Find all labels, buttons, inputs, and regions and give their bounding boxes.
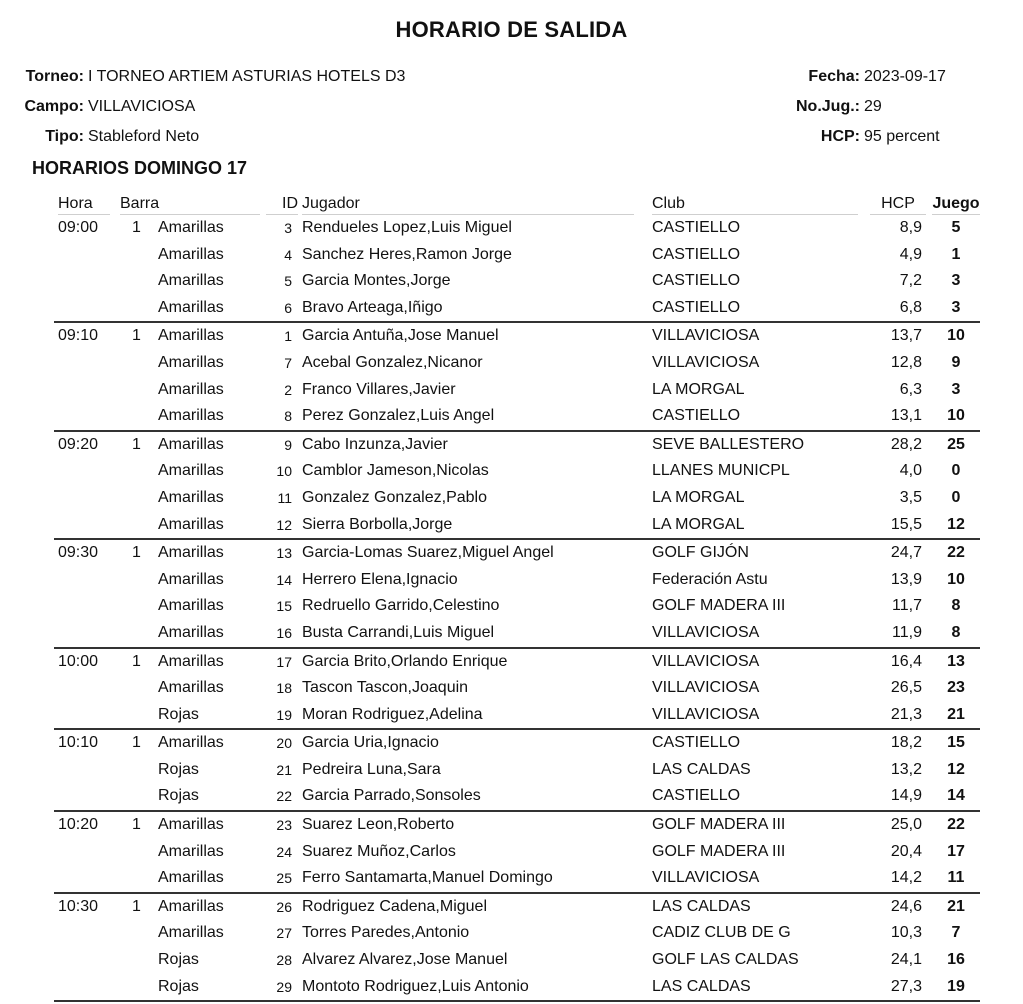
- tee-bar: [116, 403, 158, 431]
- playing-handicap: 17: [947, 842, 965, 860]
- tee-bar: [116, 783, 158, 811]
- playing-handicap: 0: [951, 462, 961, 480]
- player-name: Tascon Tascon,Joaquin: [302, 679, 469, 697]
- table-body: [54, 215, 980, 1001]
- meta-label: Tipo:: [45, 128, 84, 145]
- tee-color: Amarillas: [158, 272, 224, 290]
- tee-bar: 1: [132, 652, 141, 670]
- club-name: LLANES MUNICPL: [652, 462, 790, 480]
- handicap: 13,7: [890, 327, 922, 345]
- club-name: CASTIELLO: [652, 295, 870, 323]
- table-row: [54, 593, 980, 620]
- player-id: 3: [284, 220, 292, 236]
- club-name: GOLF MADERA III: [652, 842, 786, 860]
- player-id: 23: [276, 817, 292, 834]
- tee-time: [54, 757, 116, 784]
- handicap: 13,9: [890, 570, 922, 588]
- handicap: 13,1: [870, 403, 932, 431]
- club-name: VILLAVICIOSA: [652, 702, 870, 730]
- player-name: Sanchez Heres,Ramon Jorge: [302, 245, 512, 263]
- club-name: VILLAVICIOSA: [652, 679, 760, 697]
- club-name: VILLAVICIOSA: [652, 353, 760, 371]
- player-id: 28: [276, 952, 292, 969]
- table-row: [54, 322, 980, 350]
- meta-value: 95 percent: [864, 128, 940, 145]
- tee-time: [54, 403, 116, 431]
- player-name: Busta Carrandi,Luis Miguel: [302, 620, 652, 648]
- playing-handicap: 5: [951, 219, 961, 236]
- player-name: Garcia Brito,Orlando Enrique: [302, 652, 508, 670]
- meta-tipo: [0, 126, 520, 156]
- player-name: Alvarez Alvarez,Jose Manuel: [302, 951, 508, 969]
- tee-bar: [116, 920, 158, 947]
- tee-time: [54, 377, 116, 404]
- handicap: 18,2: [890, 734, 922, 752]
- tee-color: Amarillas: [158, 734, 224, 752]
- tee-time: 09:10: [58, 327, 99, 345]
- table-row: [54, 539, 980, 567]
- table-row: [54, 567, 980, 594]
- playing-handicap: 10: [932, 403, 980, 431]
- handicap: 7,2: [899, 272, 922, 290]
- tee-bar: 1: [132, 897, 141, 915]
- player-id: 19: [266, 702, 302, 730]
- player-name: Rendueles Lopez,Luis Miguel: [302, 219, 512, 236]
- handicap: 21,3: [870, 702, 932, 730]
- table-row: [54, 675, 980, 702]
- handicap: 4,9: [899, 245, 922, 263]
- meta-value: 2023-09-17: [864, 68, 946, 85]
- player-id: 2: [284, 381, 292, 398]
- tee-color: Rojas: [158, 951, 199, 969]
- handicap: 3,5: [899, 488, 922, 506]
- player-id: 27: [276, 925, 292, 942]
- meta-value: Stableford Neto: [88, 128, 200, 145]
- playing-handicap: 25: [947, 435, 965, 453]
- playing-handicap: 10: [947, 327, 965, 345]
- tee-time: [54, 839, 116, 866]
- table-row: [54, 947, 980, 974]
- tee-bar: [116, 458, 158, 485]
- club-name: LAS CALDAS: [652, 897, 751, 915]
- table-row: [54, 268, 980, 295]
- table-row: [54, 702, 980, 730]
- table-row: [54, 295, 980, 323]
- player-name: Herrero Elena,Ignacio: [302, 570, 458, 588]
- tee-color: Amarillas: [158, 435, 224, 453]
- handicap: 16,4: [890, 652, 922, 670]
- tee-bar: [116, 567, 158, 594]
- table-row: [54, 403, 980, 431]
- tee-time: 10:00: [58, 652, 99, 670]
- tee-time: [54, 920, 116, 947]
- table-row: [54, 811, 980, 839]
- tee-bar: [116, 268, 158, 295]
- handicap: 20,4: [890, 842, 922, 860]
- tee-color: Rojas: [158, 783, 266, 811]
- player-id: 6: [266, 295, 302, 323]
- tee-color: Amarillas: [158, 380, 224, 398]
- club-name: CASTIELLO: [652, 403, 870, 431]
- playing-handicap: 11: [932, 865, 980, 893]
- page-title: HORARIO DE SALIDA: [395, 17, 628, 42]
- club-name: CASTIELLO: [652, 245, 741, 263]
- tee-time: [54, 458, 116, 485]
- tee-bar: [116, 974, 158, 1002]
- club-name: LA MORGAL: [652, 380, 745, 398]
- playing-handicap: 10: [947, 570, 965, 588]
- tee-color: Amarillas: [158, 403, 266, 431]
- handicap: 6,8: [870, 295, 932, 323]
- table-row: [54, 512, 980, 540]
- handicap: 24,6: [890, 897, 922, 915]
- tee-color: Amarillas: [158, 544, 224, 562]
- meta-label: HCP:: [820, 128, 860, 145]
- tee-bar: [116, 485, 158, 512]
- tee-bar: [116, 865, 158, 893]
- tee-time: [54, 593, 116, 620]
- tee-bar: [116, 839, 158, 866]
- tee-color: Amarillas: [158, 679, 224, 697]
- player-name: Garcia Antuña,Jose Manuel: [302, 327, 499, 345]
- player-id: 8: [266, 403, 302, 431]
- tee-color: Amarillas: [158, 570, 224, 588]
- table-row: [54, 215, 980, 242]
- tee-bar: [116, 620, 158, 648]
- tee-color: Amarillas: [158, 597, 224, 615]
- tee-bar: 1: [132, 544, 141, 562]
- meta-torneo: [0, 66, 520, 96]
- club-name: GOLF MADERA III: [652, 816, 786, 834]
- table-row: [54, 783, 980, 811]
- tee-time: 10:10: [58, 734, 99, 752]
- tee-bar: 1: [132, 435, 141, 453]
- playing-handicap: 3: [951, 380, 961, 398]
- meta-label: Fecha:: [808, 68, 860, 85]
- player-name: Camblor Jameson,Nicolas: [302, 462, 489, 480]
- col-hcp: HCP: [870, 193, 932, 215]
- playing-handicap: 21: [947, 897, 965, 915]
- tee-color: Amarillas: [158, 924, 224, 942]
- player-name: Acebal Gonzalez,Nicanor: [302, 353, 483, 371]
- handicap: 14,2: [870, 865, 932, 893]
- playing-handicap: 14: [932, 783, 980, 811]
- player-name: Torres Paredes,Antonio: [302, 924, 470, 942]
- club-name: LAS CALDAS: [652, 974, 870, 1002]
- player-name: Redruello Garrido,Celestino: [302, 597, 500, 615]
- player-id: 21: [276, 761, 292, 778]
- club-name: VILLAVICIOSA: [652, 652, 760, 670]
- player-id: 14: [276, 571, 292, 588]
- tee-time: 10:30: [58, 897, 99, 915]
- playing-handicap: 13: [947, 652, 965, 670]
- playing-handicap: 3: [951, 272, 961, 290]
- club-name: CASTIELLO: [652, 219, 741, 236]
- club-name: GOLF GIJÓN: [652, 544, 749, 562]
- tee-time: [54, 350, 116, 377]
- club-name: LA MORGAL: [652, 488, 745, 506]
- tee-time: [54, 783, 116, 811]
- tee-bar: 1: [132, 816, 141, 834]
- tee-color: Amarillas: [158, 512, 266, 540]
- playing-handicap: 23: [947, 679, 965, 697]
- meta-label: Torneo:: [25, 68, 84, 85]
- col-id: ID: [266, 193, 302, 215]
- tournament-info: [0, 66, 520, 156]
- table-row: [54, 350, 980, 377]
- table-row: [54, 974, 980, 1002]
- player-id: 26: [276, 898, 292, 915]
- event-info: [620, 66, 960, 156]
- tee-color: Rojas: [158, 702, 266, 730]
- club-name: CASTIELLO: [652, 272, 741, 290]
- player-id: 20: [276, 735, 292, 752]
- club-name: Federación Astu: [652, 570, 768, 588]
- tee-time: 09:20: [58, 435, 99, 453]
- tee-color: Rojas: [158, 974, 266, 1002]
- player-id: 24: [276, 843, 292, 860]
- tee-time: [54, 865, 116, 893]
- tee-color: Amarillas: [158, 842, 224, 860]
- tee-time: 09:30: [58, 544, 99, 562]
- player-name: Garcia Parrado,Sonsoles: [302, 783, 652, 811]
- tee-bar: [116, 757, 158, 784]
- playing-handicap: 19: [932, 974, 980, 1002]
- table-row: [54, 431, 980, 459]
- handicap: 4,0: [899, 462, 922, 480]
- club-name: CASTIELLO: [652, 734, 741, 752]
- table-row: [54, 729, 980, 757]
- player-name: Garcia-Lomas Suarez,Miguel Angel: [302, 544, 554, 562]
- playing-handicap: 12: [947, 760, 965, 778]
- tee-color: Amarillas: [158, 327, 224, 345]
- playing-handicap: 0: [951, 488, 961, 506]
- tee-time: [54, 512, 116, 540]
- tee-bar: [116, 242, 158, 269]
- tee-time: [54, 974, 116, 1002]
- handicap: 26,5: [890, 679, 922, 697]
- tee-time: [54, 620, 116, 648]
- meta-value: I TORNEO ARTIEM ASTURIAS HOTELS D3: [88, 68, 406, 85]
- player-name: Gonzalez Gonzalez,Pablo: [302, 488, 487, 506]
- player-name: Rodriguez Cadena,Miguel: [302, 897, 487, 915]
- player-name: Franco Villares,Javier: [302, 380, 456, 398]
- meta-value: 29: [864, 98, 882, 115]
- handicap: 15,5: [870, 512, 932, 540]
- player-name: Moran Rodriguez,Adelina: [302, 702, 652, 730]
- player-id: 10: [276, 463, 292, 480]
- player-id: 1: [284, 328, 292, 345]
- handicap: 24,7: [890, 544, 922, 562]
- tee-color: Amarillas: [158, 897, 224, 915]
- tee-time: [54, 702, 116, 730]
- club-name: VILLAVICIOSA: [652, 865, 870, 893]
- table-header-row: [54, 193, 980, 215]
- tee-time: 09:00: [58, 219, 99, 236]
- table-row: [54, 839, 980, 866]
- handicap: 25,0: [890, 816, 922, 834]
- tee-bar: [116, 295, 158, 323]
- table-row: [54, 757, 980, 784]
- player-id: 13: [276, 545, 292, 562]
- player-name: Ferro Santamarta,Manuel Domingo: [302, 865, 652, 893]
- table-row: [54, 485, 980, 512]
- tee-bar: [116, 377, 158, 404]
- club-name: VILLAVICIOSA: [652, 327, 760, 345]
- tee-bar: 1: [132, 327, 141, 345]
- club-name: CASTIELLO: [652, 783, 870, 811]
- tee-time: [54, 485, 116, 512]
- meta-campo: [0, 96, 520, 126]
- player-name: Pedreira Luna,Sara: [302, 760, 441, 778]
- tee-color: Amarillas: [158, 652, 224, 670]
- player-id: 18: [276, 680, 292, 697]
- tee-times-table: [54, 193, 980, 1002]
- player-id: 12: [266, 512, 302, 540]
- player-name: Garcia Montes,Jorge: [302, 272, 451, 290]
- table-row: [54, 893, 980, 921]
- meta-num-jugadores: [620, 96, 960, 126]
- playing-handicap: 22: [947, 816, 965, 834]
- player-id: 11: [277, 489, 292, 506]
- handicap: 11,9: [870, 620, 932, 648]
- table-row: [54, 242, 980, 269]
- meta-value: VILLAVICIOSA: [88, 98, 196, 115]
- col-club: Club: [652, 193, 870, 215]
- meta-label: Campo:: [24, 98, 84, 115]
- club-name: SEVE BALLESTERO: [652, 435, 805, 453]
- tee-bar: 1: [132, 734, 141, 752]
- tee-time: 10:20: [58, 816, 99, 834]
- col-hora: Hora: [54, 193, 116, 215]
- tee-bar: [116, 947, 158, 974]
- tee-bar: [116, 593, 158, 620]
- playing-handicap: 7: [951, 924, 961, 942]
- table-row: [54, 620, 980, 648]
- handicap: 24,1: [890, 951, 922, 969]
- tee-color: Amarillas: [158, 295, 266, 323]
- playing-handicap: 12: [932, 512, 980, 540]
- tee-color: Amarillas: [158, 245, 224, 263]
- player-id: 15: [276, 598, 292, 615]
- player-id: 16: [266, 620, 302, 648]
- col-juego: Juego: [932, 193, 980, 215]
- club-name: GOLF MADERA III: [652, 597, 786, 615]
- playing-handicap: 21: [932, 702, 980, 730]
- table-row: [54, 920, 980, 947]
- tee-bar: 1: [132, 219, 141, 236]
- table-row: [54, 865, 980, 893]
- player-id: 5: [284, 273, 292, 290]
- tee-time: [54, 268, 116, 295]
- player-id: 25: [266, 865, 302, 893]
- tee-time: [54, 295, 116, 323]
- tee-time: [54, 675, 116, 702]
- player-name: Montoto Rodriguez,Luis Antonio: [302, 974, 652, 1002]
- playing-handicap: 15: [947, 734, 965, 752]
- playing-handicap: 22: [947, 544, 965, 562]
- club-name: GOLF LAS CALDAS: [652, 951, 799, 969]
- col-barra: Barra: [116, 193, 266, 215]
- table-row: [54, 648, 980, 676]
- playing-handicap: 8: [951, 597, 961, 615]
- player-id: 4: [284, 246, 292, 263]
- handicap: 28,2: [890, 435, 922, 453]
- player-id: 9: [284, 436, 292, 453]
- player-name: Suarez Muñoz,Carlos: [302, 842, 456, 860]
- playing-handicap: 9: [951, 353, 961, 371]
- club-name: LAS CALDAS: [652, 760, 751, 778]
- tee-time: [54, 567, 116, 594]
- handicap: 11,7: [892, 597, 922, 615]
- handicap: 8,9: [899, 219, 922, 236]
- handicap: 14,9: [870, 783, 932, 811]
- tee-bar: [116, 702, 158, 730]
- player-name: Cabo Inzunza,Javier: [302, 435, 448, 453]
- tee-color: Amarillas: [158, 816, 224, 834]
- section-title: HORARIOS DOMINGO 17: [32, 158, 248, 178]
- tee-color: Amarillas: [158, 353, 224, 371]
- tee-time: [54, 242, 116, 269]
- player-id: 22: [266, 783, 302, 811]
- meta-hcp: [620, 126, 960, 156]
- tee-color: Amarillas: [158, 462, 224, 480]
- handicap: 10,3: [890, 924, 922, 942]
- tee-bar: [116, 675, 158, 702]
- club-name: CADIZ CLUB DE G: [652, 924, 791, 942]
- handicap: 13,2: [890, 760, 922, 778]
- handicap: 12,8: [890, 353, 922, 371]
- meta-label: No.Jug.:: [796, 98, 860, 115]
- meta-fecha: [620, 66, 960, 96]
- table-row: [54, 458, 980, 485]
- player-name: Suarez Leon,Roberto: [302, 816, 455, 834]
- player-name: Garcia Uria,Ignacio: [302, 734, 439, 752]
- playing-handicap: 8: [932, 620, 980, 648]
- player-name: Sierra Borbolla,Jorge: [302, 512, 652, 540]
- club-name: LA MORGAL: [652, 512, 870, 540]
- playing-handicap: 3: [932, 295, 980, 323]
- handicap: 27,3: [870, 974, 932, 1002]
- playing-handicap: 1: [951, 245, 961, 263]
- tee-color: Rojas: [158, 760, 199, 778]
- playing-handicap: 16: [947, 951, 965, 969]
- tee-color: Amarillas: [158, 488, 224, 506]
- player-name: Bravo Arteaga,Iñigo: [302, 295, 652, 323]
- tee-time: [54, 947, 116, 974]
- table-row: [54, 377, 980, 404]
- player-name: Perez Gonzalez,Luis Angel: [302, 403, 652, 431]
- player-id: 17: [276, 653, 292, 670]
- handicap: 6,3: [899, 380, 922, 398]
- tee-color: Amarillas: [158, 865, 266, 893]
- club-name: VILLAVICIOSA: [652, 620, 870, 648]
- player-id: 29: [266, 974, 302, 1002]
- tee-bar: [116, 512, 158, 540]
- player-id: 7: [284, 354, 292, 371]
- tee-color: Amarillas: [158, 620, 266, 648]
- col-jugador: Jugador: [302, 193, 652, 215]
- tee-bar: [116, 350, 158, 377]
- tee-color: Amarillas: [158, 219, 224, 236]
